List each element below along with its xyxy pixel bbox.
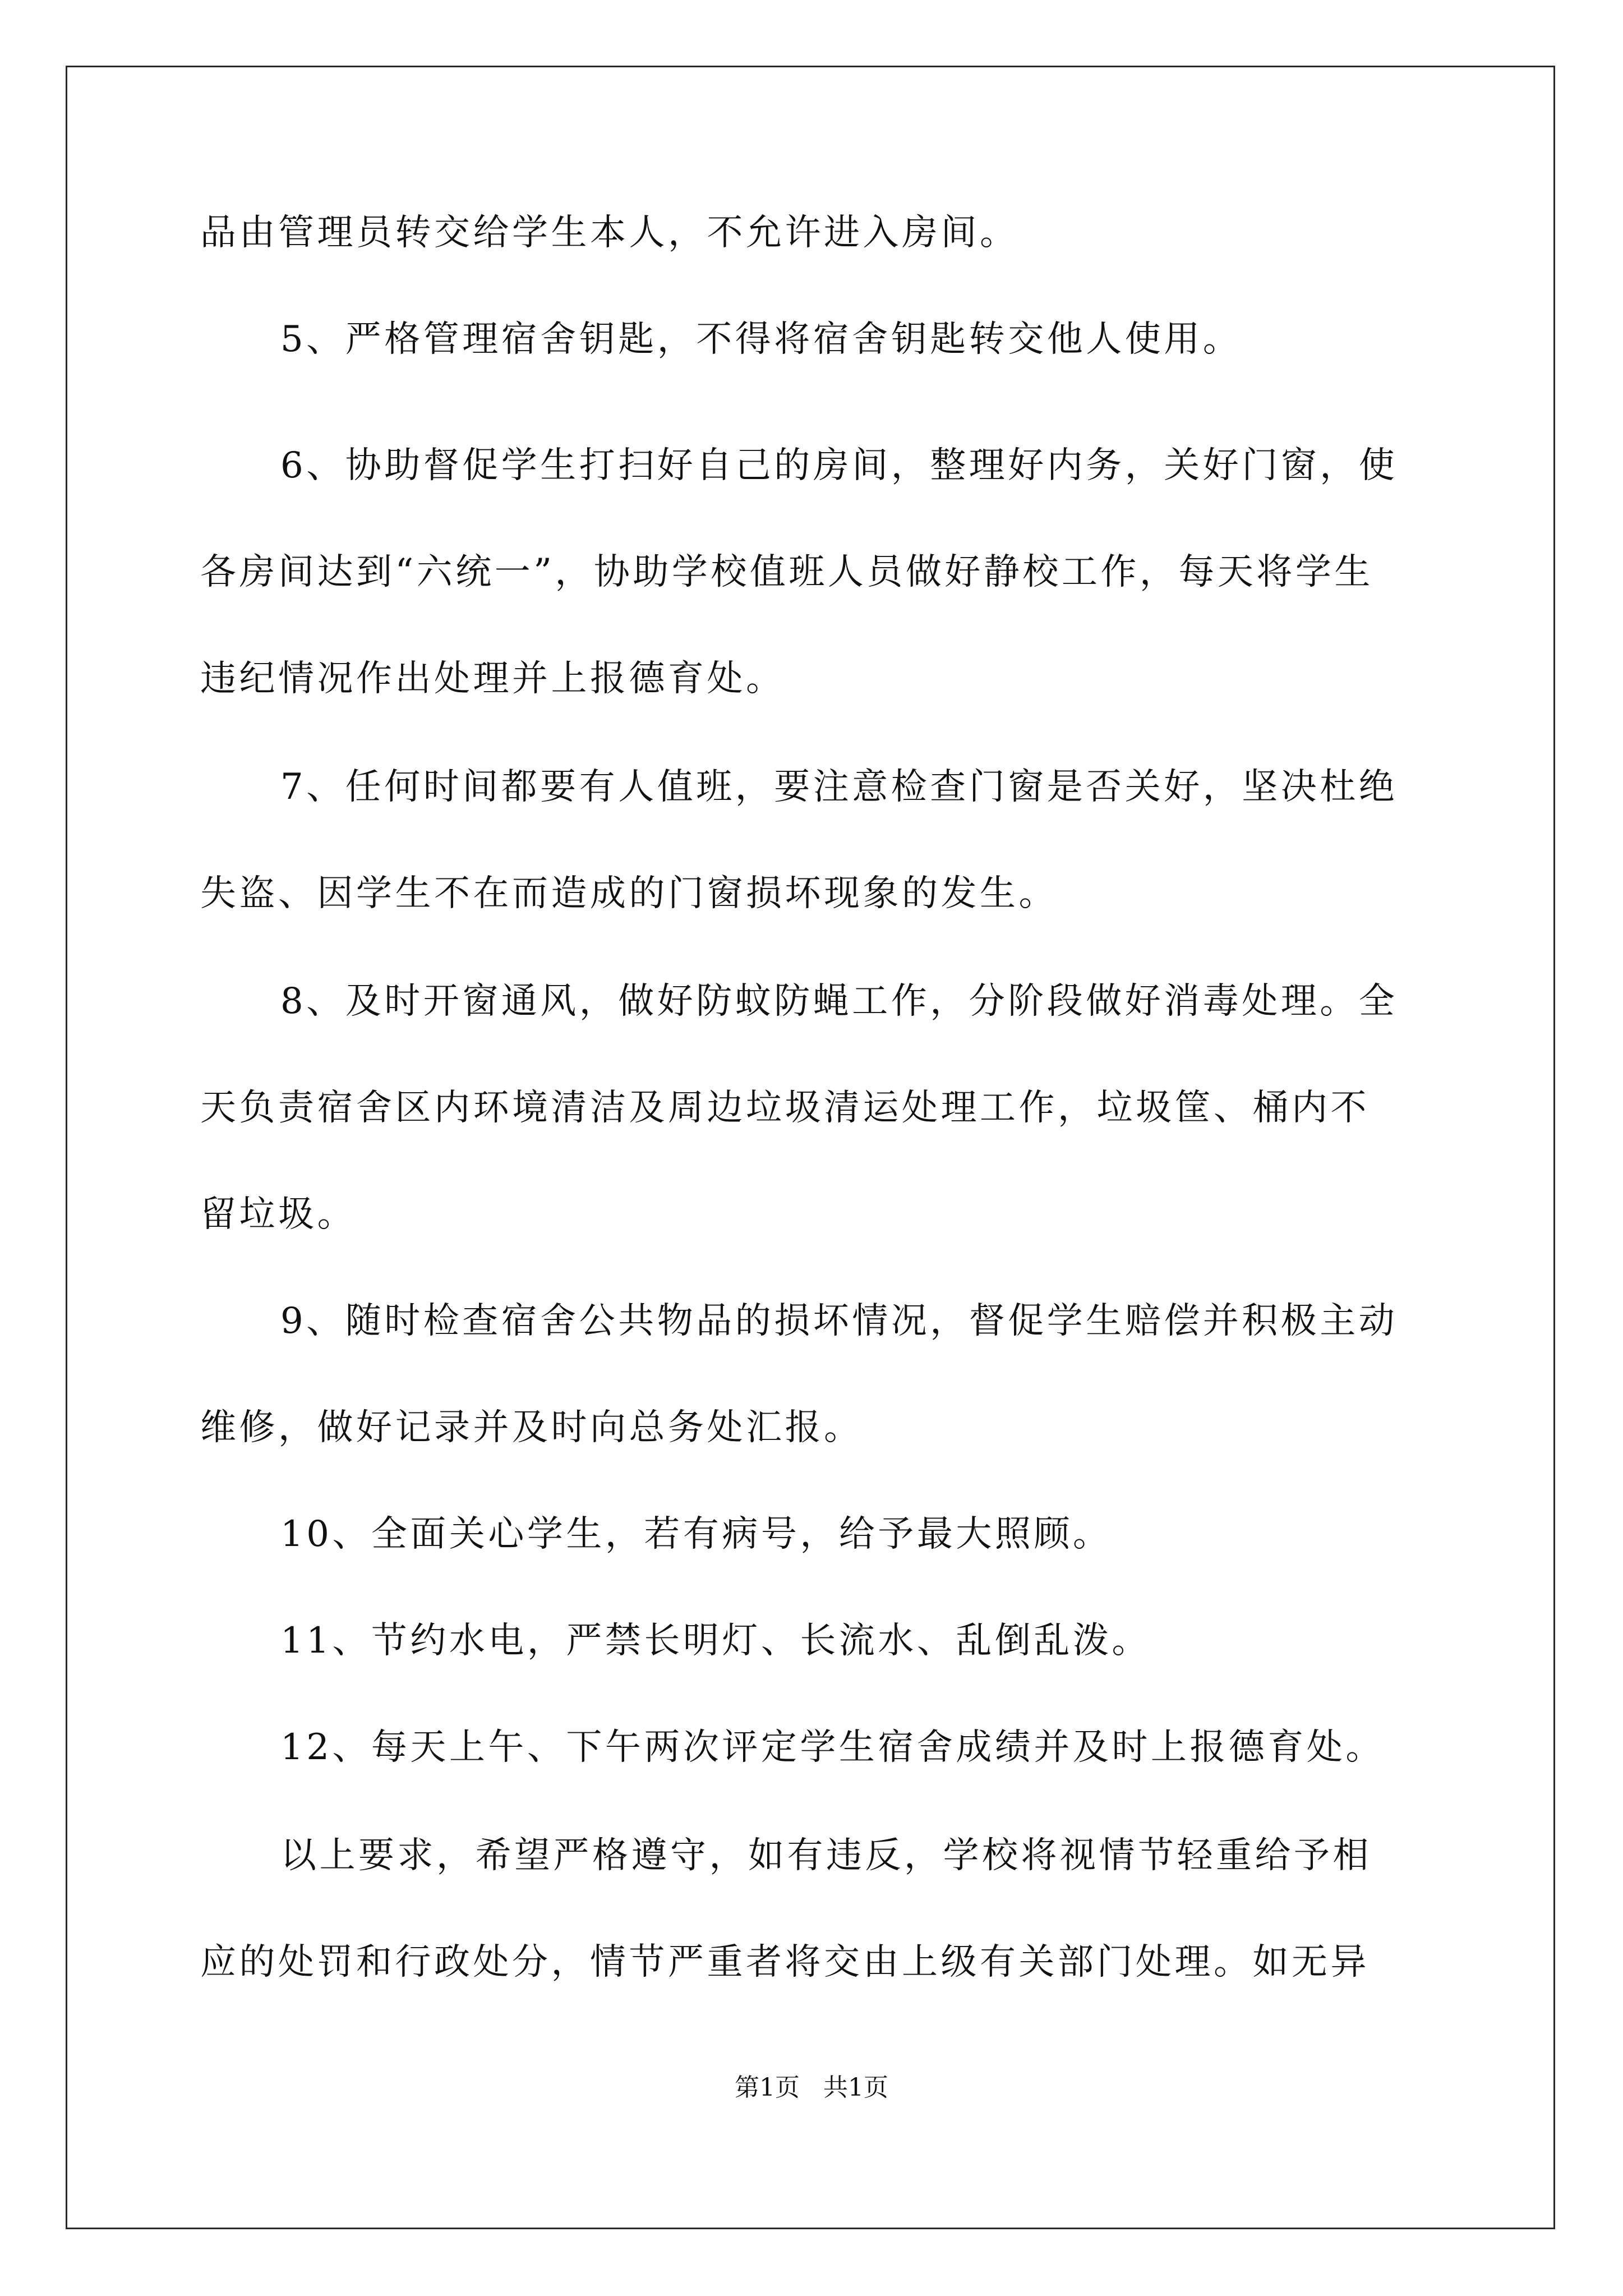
text-line: 5、严格管理宿舍钥匙，不得将宿舍钥匙转交他人使用。 [280, 319, 1242, 360]
text-line: 以上要求，希望严格遵守，如有违反，学校将视情节轻重给予相 [280, 1835, 1372, 1876]
page-border [66, 66, 1555, 2229]
text-line: 各房间达到“六统一”，协助学校值班人员做好静校工作，每天将学生 [200, 551, 1373, 593]
text-line: 天负责宿舍区内环境清洁及周边垃圾清运处理工作，垃圾筐、桶内不 [200, 1087, 1370, 1129]
text-line: 品由管理员转交给学生本人，不允许进入房间。 [200, 212, 1019, 254]
text-line: 11、节约水电，严禁长明灯、长流水、乱倒乱泼。 [280, 1620, 1151, 1662]
text-line: 应的处罚和行政处分，情节严重者将交由上级有关部门处理。如无异 [200, 1941, 1370, 1983]
text-line: 8、及时开窗通风，做好防蚊防蝇工作，分阶段做好消毒处理。全 [280, 981, 1398, 1022]
text-line: 违纪情况作出处理并上报德育处。 [200, 658, 785, 700]
text-line: 7、任何时间都要有人值班，要注意检查门窗是否关好，坚决杜绝 [280, 766, 1398, 808]
page-number-footer: 第1页 共1页 [735, 2073, 888, 2102]
text-line: 失盗、因学生不在而造成的门窗损坏现象的发生。 [200, 873, 1058, 914]
text-line: 9、随时检查宿舍公共物品的损坏情况，督促学生赔偿并积极主动 [280, 1300, 1398, 1342]
text-line: 6、协助督促学生打扫好自己的房间，整理好内务，关好门窗，使 [280, 445, 1398, 486]
text-line: 维修，做好记录并及时向总务处汇报。 [200, 1407, 863, 1448]
text-line: 留垃圾。 [200, 1194, 356, 1235]
text-line: 10、全面关心学生，若有病号，给予最大照顾。 [280, 1513, 1112, 1555]
text-line: 12、每天上午、下午两次评定学生宿舍成绩并及时上报德育处。 [280, 1727, 1385, 1768]
